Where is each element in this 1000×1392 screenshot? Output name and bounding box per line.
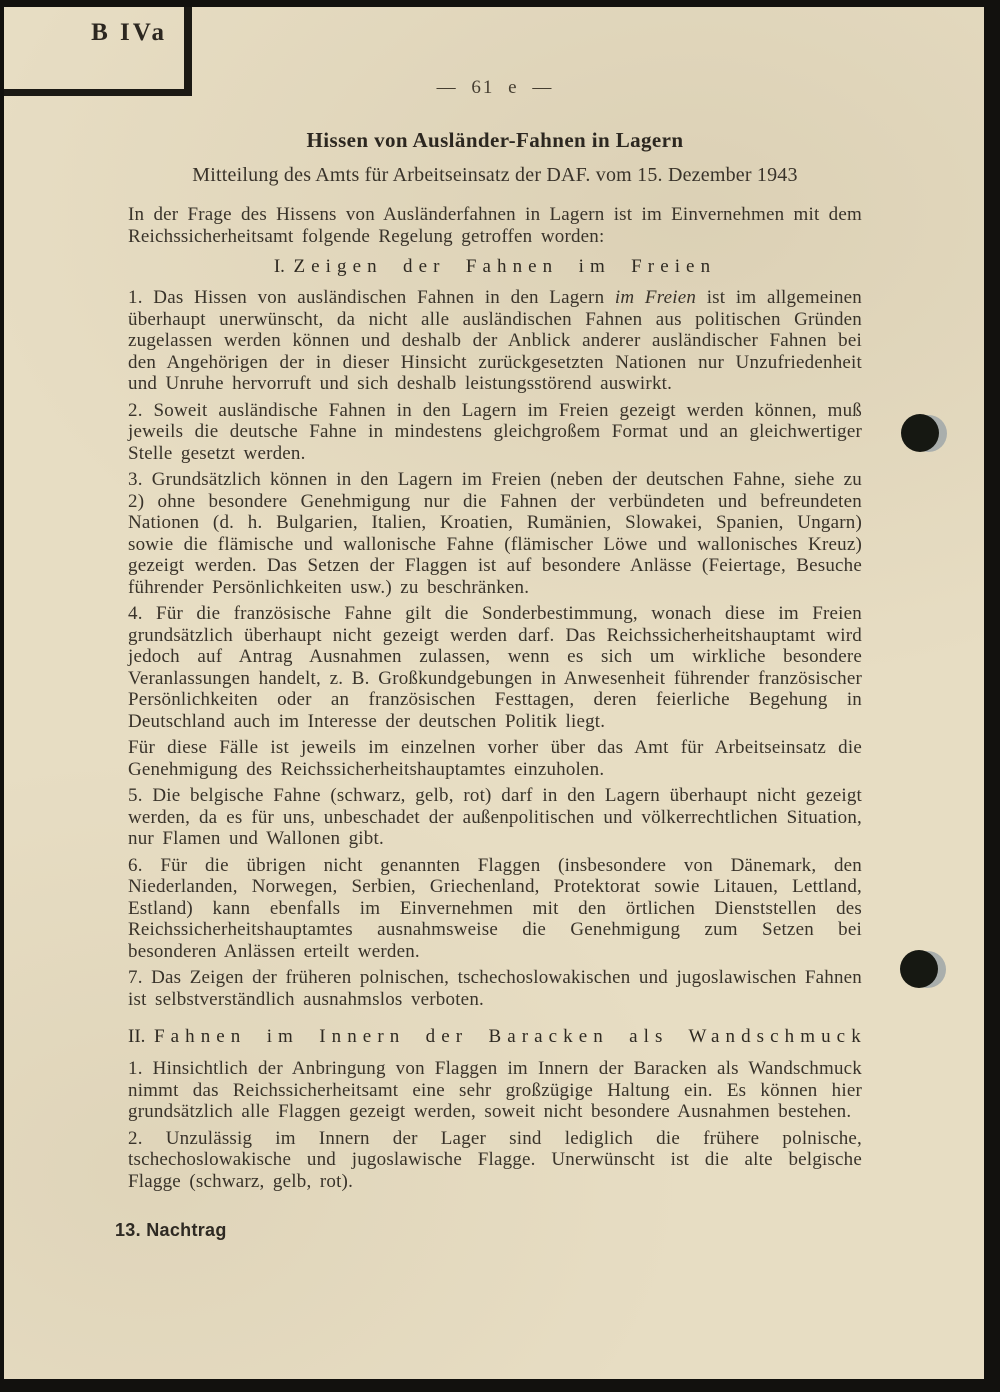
paragraph-1-post: ist im allgemeinen überhaupt unerwünscht, da nicht alle ausländischen Fahnen aus politischen Gründen zugelassen werden können und deshalb der Anblick anderer ausländischer Fahnen bei den Angehörigen der in dieser Hinsicht zurückgesetzten Nationen nur Unzufriedenheit und Unruhe hervorruft und sich deshalb leistungsstörend auswirkt. [128, 287, 862, 394]
section-1-paragraph-4a: Für diese Fälle ist jeweils im einzelnen vorher über das Amt für Arbeitseinsatz die Genehmigung des Reichssicherheitshauptamtes einzuholen. [128, 737, 862, 780]
section-1-number: I. [273, 256, 285, 277]
document-body [128, 125, 867, 1192]
section-2-paragraph-1: 1. Hinsichtlich der Anbringung von Flaggen im Innern der Baracken als Wandschmuck nimmt das Reichssicherheitsamt eine sehr großzügige Haltung ein. Es können hier grundsätzlich alle Flaggen gezeigt werden, soweit nicht besondere Ausnahmen bestehen. [128, 1058, 862, 1122]
supplement-label: 13. Nachtrag [115, 1220, 227, 1240]
section-1-paragraph-5: 5. Die belgische Fahne (schwarz, gelb, rot) darf in den Lagern überhaupt nicht gezeigt werden, da es für uns, unbeschadet der außenpolitischen und völkerrechtlichen Situation, nur Flamen und Wallonen gibt. [128, 785, 862, 849]
punch-hole-core [901, 414, 939, 452]
section-1-paragraph-6: 6. Für die übrigen nicht genannten Flaggen (insbesondere von Dänemark, den Niederlanden, Norwegen, Serbien, Griechenland, Protektorat sowie Litauen, Lettland, Estland) kann ebenfalls im Einvernehmen mit den örtlichen Dienststellen des Reichssicherheitshauptamtes ausnahmsweise die Genehmigung zum Setzen bei besonderen Anlässen erteilt werden. [128, 854, 862, 962]
paragraph-1-pre: 1. Das Hissen von ausländischen Fahnen in den Lagern [128, 287, 615, 308]
section-1-paragraph-3: 3. Grundsätzlich können in den Lagern im Freien (neben der deutschen Fahne, siehe zu 2) ohne besondere Genehmigung nur die Fahnen der verbündeten und befreundeten Nationen (d. h. Bulgarien, Italien, Kroatien, Rumänien, Slowakei, Spanien, Ungarn) sowie die flämische und wallonische Fahne (flämischer Löwe und wallonisches Kreuz) gezeigt werden. Das Setzen der Flaggen ist auf besondere Anlässe (Feiertage, Besuche führender Persönlichkeiten usw.) zu beschränken. [128, 469, 862, 598]
section-1-paragraph-2: 2. Soweit ausländische Fahnen in den Lagern im Freien gezeigt werden können, muß jeweils die deutsche Fahne in mindestens gleichgroßem Format und an gleichwertiger Stelle gesetzt werden. [128, 399, 862, 464]
document-subtitle: Mitteilung des Amts für Arbeitseinsatz der DAF. vom 15. Dezember 1943 [192, 164, 798, 186]
section-1-heading [128, 256, 862, 278]
scanned-page [4, 7, 984, 1379]
paragraph-1-italic: im Freien [614, 287, 697, 308]
page-number: — 61 e — [436, 77, 554, 98]
section-1-heading-text: Zeigen der Fahnen im Freien [293, 256, 717, 277]
section-1-paragraph-4: 4. Für die französische Fahne gilt die Sonderbestimmung, wonach diese im Freien grundsätzlich überhaupt nicht gezeigt werden darf. Das Reichssicherheitshauptamt wird jedoch auf Antrag Ausnahmen zulassen, wenn es sich um wirkliche besondere Veranlassungen handelt, z. B. Großkundgebungen in Anwesenheit führender französischer Persönlichkeiten oder an französischen Festtagen, deren feierliche Begehung in Deutschland auch im Interesse der deutschen Politik liegt. [128, 603, 862, 732]
section-1-paragraph-7: 7. Das Zeigen der früheren polnischen, tschechoslowakischen und jugoslawischen Fahnen ist selbstverständlich ausnahmslos verboten. [128, 967, 862, 1010]
section-2-number: II. [128, 1026, 146, 1047]
intro-paragraph: In der Frage des Hissens von Ausländerfahnen in Lagern ist im Einvernehmen mit dem Reichssicherheitsamt folgende Regelung getroffen worden: [128, 204, 862, 247]
section-2-heading [128, 1026, 867, 1048]
document-title: Hissen von Ausländer-Fahnen in Lagern [306, 128, 684, 152]
punch-hole-icon [901, 414, 939, 452]
section-2-heading-text: Fahnen im Innern der Baracken als Wandschmuck [153, 1026, 867, 1047]
punch-hole-core [900, 950, 938, 988]
section-2-paragraph-2: 2. Unzulässig im Innern der Lager sind lediglich die frühere polnische, tschechoslowakische und jugoslawische Flagge. Unerwünscht ist die alte belgische Flagge (schwarz, gelb, rot). [128, 1127, 862, 1192]
classification-label: B IVa [91, 19, 167, 46]
punch-hole-icon [900, 950, 938, 988]
section-1-paragraph-1 [128, 287, 862, 395]
